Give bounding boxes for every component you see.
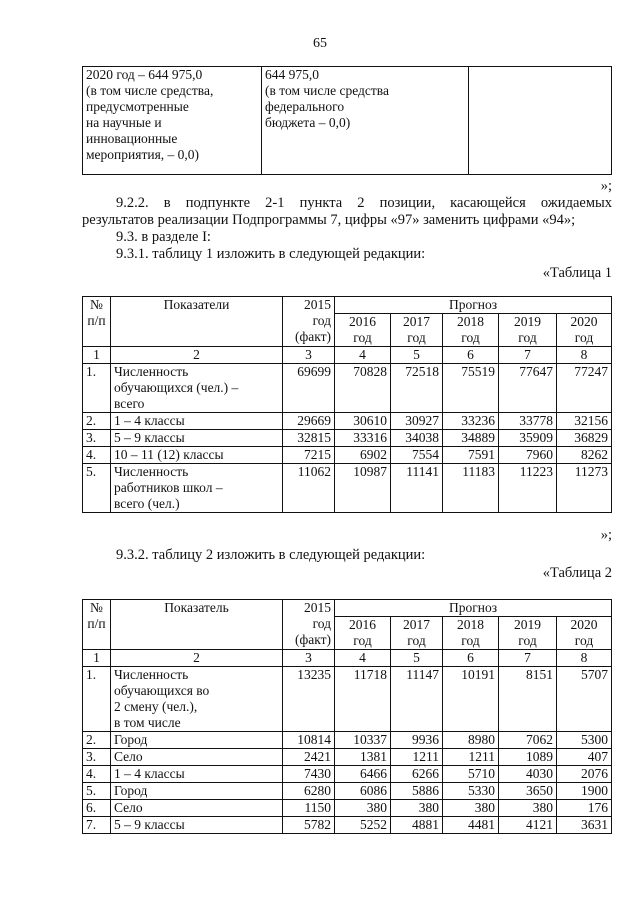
column-number: 8 [557, 650, 612, 667]
header-year [499, 617, 557, 650]
row-value: 10337 [335, 732, 391, 749]
row-num: 2. [83, 732, 111, 749]
year-unit: год [574, 330, 594, 345]
column-number: 4 [335, 347, 391, 364]
row-value: 8262 [557, 447, 612, 464]
row-value: 77647 [499, 364, 557, 413]
table-row [83, 447, 612, 464]
row-value: 1211 [443, 749, 499, 766]
table-1 [82, 296, 612, 513]
header-base-year [283, 600, 335, 650]
text-line: Численность [114, 667, 189, 682]
row-base: 1150 [283, 800, 335, 817]
table-row [83, 364, 612, 413]
year-unit: год [461, 633, 480, 648]
row-name [111, 667, 283, 732]
row-base: 6280 [283, 783, 335, 800]
year: 2020 [570, 617, 598, 632]
year-unit: год [353, 330, 372, 345]
header-forecast: Прогноз [335, 297, 612, 314]
column-number: 2 [111, 347, 283, 364]
row-value: 34038 [391, 430, 443, 447]
continuation-table [82, 66, 612, 175]
row-value: 4121 [499, 817, 557, 834]
row-value: 380 [335, 800, 391, 817]
row-name: Город [111, 732, 283, 749]
header-indicator: Показатель [111, 600, 283, 650]
column-number: 5 [391, 650, 443, 667]
header-year [443, 314, 499, 347]
row-value: 30610 [335, 413, 391, 430]
text-line: федерального [265, 99, 345, 114]
table1-caption: «Таблица 1 [542, 265, 612, 281]
text-line: (в том числе средства, [86, 83, 214, 98]
text-line: предусмотренные [86, 99, 189, 114]
row-num: 5. [83, 783, 111, 800]
header-year [391, 617, 443, 650]
row-value: 7062 [499, 732, 557, 749]
year: 2017 [403, 617, 430, 632]
table-row [83, 766, 612, 783]
year: 2016 [349, 314, 376, 329]
text-line: в том числе [114, 715, 181, 730]
row-num: 4. [83, 447, 111, 464]
paragraph-9-3: 9.3. в разделе I: [116, 229, 211, 245]
page-number: 65 [313, 36, 327, 51]
row-num: 3. [83, 430, 111, 447]
table-2 [82, 599, 612, 834]
header-year [499, 314, 557, 347]
row-value: 8151 [499, 667, 557, 732]
row-name: Село [111, 800, 283, 817]
text-line: всего (чел.) [114, 496, 180, 511]
column-number: 8 [557, 347, 612, 364]
row-name: 5 – 9 классы [111, 430, 283, 447]
year-unit: год [518, 633, 537, 648]
year-unit: год [574, 633, 594, 648]
year: 2019 [514, 314, 541, 329]
row-base: 2421 [283, 749, 335, 766]
year: 2016 [349, 617, 376, 632]
row-value: 5330 [443, 783, 499, 800]
column-number: 7 [499, 650, 557, 667]
table-row [83, 783, 612, 800]
row-num: 3. [83, 749, 111, 766]
row-value: 5710 [443, 766, 499, 783]
row-base: 10814 [283, 732, 335, 749]
table-row [83, 430, 612, 447]
row-value: 30927 [391, 413, 443, 430]
row-base: 11062 [283, 464, 335, 513]
table-row [83, 817, 612, 834]
header-year [557, 617, 612, 650]
year-unit: год [461, 330, 480, 345]
row-value: 11183 [443, 464, 499, 513]
text-line: обучающихся во [114, 683, 210, 698]
row-value: 6266 [391, 766, 443, 783]
header-num [83, 297, 111, 347]
row-base: 7430 [283, 766, 335, 783]
row-value: 32156 [557, 413, 612, 430]
year-unit: год [353, 633, 372, 648]
row-value: 5252 [335, 817, 391, 834]
row-value: 4030 [499, 766, 557, 783]
paragraph-9-2-2-line2: результатов реализации Подпрограммы 7, цифры «97» заменить цифрами «94»; [82, 212, 576, 228]
paragraph-9-2-2-line1: 9.2.2. в подпункте 2-1 пункта 2 позиции, касающейся ожидаемых [116, 195, 612, 211]
row-value: 380 [443, 800, 499, 817]
row-value: 380 [391, 800, 443, 817]
row-name: 10 – 11 (12) классы [111, 447, 283, 464]
row-base: 5782 [283, 817, 335, 834]
row-value: 5300 [557, 732, 612, 749]
row-base: 13235 [283, 667, 335, 732]
row-base: 7215 [283, 447, 335, 464]
text-line: Численность [114, 364, 189, 379]
row-base: 29669 [283, 413, 335, 430]
column-number: 6 [443, 650, 499, 667]
row-value: 34889 [443, 430, 499, 447]
row-name: 1 – 4 классы [111, 413, 283, 430]
row-value: 4481 [443, 817, 499, 834]
column-number: 1 [83, 650, 111, 667]
table-row [83, 800, 612, 817]
row-value: 6086 [335, 783, 391, 800]
row-value: 10191 [443, 667, 499, 732]
header-year [335, 617, 391, 650]
row-value: 11273 [557, 464, 612, 513]
text-line: работников школ – [114, 480, 223, 495]
row-num: 1. [83, 364, 111, 413]
header-year [557, 314, 612, 347]
column-number: 3 [283, 650, 335, 667]
header-text: № [90, 600, 103, 615]
table-row [83, 464, 612, 513]
text-line: на научные и [86, 115, 162, 130]
text-line: (в том числе средства [265, 83, 389, 98]
row-num: 6. [83, 800, 111, 817]
row-value: 176 [557, 800, 612, 817]
text-line: бюджета – 0,0) [265, 115, 351, 130]
row-name: Город [111, 783, 283, 800]
header-year [335, 314, 391, 347]
header-year [443, 617, 499, 650]
row-base: 69699 [283, 364, 335, 413]
continuation-cell-2 [262, 67, 469, 175]
row-name: 1 – 4 классы [111, 766, 283, 783]
year: 2018 [457, 617, 484, 632]
table-row [83, 732, 612, 749]
text-line: 644 975,0 [265, 67, 319, 82]
year: 2018 [457, 314, 484, 329]
row-value: 7554 [391, 447, 443, 464]
row-name [111, 464, 283, 513]
close-quote: »; [600, 178, 612, 194]
continuation-cell-3 [469, 67, 612, 175]
table-row [83, 667, 612, 732]
header-text: п/п [87, 313, 106, 328]
year: 2020 [570, 314, 598, 329]
header-indicator: Показатели [111, 297, 283, 347]
header-text: (факт) [294, 632, 331, 647]
row-value: 1089 [499, 749, 557, 766]
row-value: 2076 [557, 766, 612, 783]
row-value: 380 [499, 800, 557, 817]
table-row [83, 749, 612, 766]
row-num: 4. [83, 766, 111, 783]
column-number: 5 [391, 347, 443, 364]
header-forecast: Прогноз [335, 600, 612, 617]
text-line: обучающихся (чел.) – [114, 380, 239, 395]
row-value: 3650 [499, 783, 557, 800]
year: 2019 [514, 617, 541, 632]
column-number: 4 [335, 650, 391, 667]
row-value: 11718 [335, 667, 391, 732]
year-unit: год [518, 330, 537, 345]
text-line: мероприятия, – 0,0) [86, 147, 200, 162]
text-line: всего [114, 396, 145, 411]
row-value: 33778 [499, 413, 557, 430]
column-number: 1 [83, 347, 111, 364]
row-value: 10987 [335, 464, 391, 513]
year-unit: год [407, 633, 426, 648]
row-value: 6466 [335, 766, 391, 783]
row-value: 4881 [391, 817, 443, 834]
row-name [111, 364, 283, 413]
row-value: 35909 [499, 430, 557, 447]
header-num [83, 600, 111, 650]
header-text: год [312, 616, 331, 631]
close-quote: »; [600, 527, 612, 543]
header-base-year [283, 297, 335, 347]
row-num: 1. [83, 667, 111, 732]
continuation-cell-1 [83, 67, 262, 175]
text-line: 2 смену (чел.), [114, 699, 198, 714]
row-value: 75519 [443, 364, 499, 413]
row-value: 72518 [391, 364, 443, 413]
row-num: 2. [83, 413, 111, 430]
column-number: 3 [283, 347, 335, 364]
row-value: 7591 [443, 447, 499, 464]
row-value: 7960 [499, 447, 557, 464]
header-text: год [312, 313, 331, 328]
row-value: 11147 [391, 667, 443, 732]
header-year [391, 314, 443, 347]
row-value: 36829 [557, 430, 612, 447]
year: 2017 [403, 314, 430, 329]
paragraph-9-3-2: 9.3.2. таблицу 2 изложить в следующей редакции: [116, 547, 426, 563]
header-text: № [90, 297, 103, 312]
text-line: 2020 год – 644 975,0 [86, 67, 203, 82]
text-line: инновационные [86, 131, 178, 146]
column-number: 2 [111, 650, 283, 667]
table-row [83, 413, 612, 430]
row-value: 1900 [557, 783, 612, 800]
row-value: 6902 [335, 447, 391, 464]
header-text: 2015 [304, 297, 331, 312]
row-value: 1381 [335, 749, 391, 766]
row-num: 7. [83, 817, 111, 834]
row-value: 11223 [499, 464, 557, 513]
row-value: 9936 [391, 732, 443, 749]
header-text: п/п [87, 616, 106, 631]
row-value: 33316 [335, 430, 391, 447]
row-value: 407 [557, 749, 612, 766]
row-value: 1211 [391, 749, 443, 766]
row-name: Село [111, 749, 283, 766]
header-text: (факт) [294, 329, 331, 344]
header-text: 2015 [304, 600, 331, 615]
row-value: 70828 [335, 364, 391, 413]
row-value: 3631 [557, 817, 612, 834]
row-value: 8980 [443, 732, 499, 749]
paragraph-9-3-1: 9.3.1. таблицу 1 изложить в следующей редакции: [116, 246, 426, 262]
row-num: 5. [83, 464, 111, 513]
row-value: 5707 [557, 667, 612, 732]
column-number: 6 [443, 347, 499, 364]
text-line: Численность [114, 464, 189, 479]
table2-caption: «Таблица 2 [542, 565, 612, 581]
year-unit: год [407, 330, 426, 345]
row-value: 11141 [391, 464, 443, 513]
row-value: 77247 [557, 364, 612, 413]
row-name: 5 – 9 классы [111, 817, 283, 834]
row-value: 33236 [443, 413, 499, 430]
column-number: 7 [499, 347, 557, 364]
row-value: 5886 [391, 783, 443, 800]
row-base: 32815 [283, 430, 335, 447]
